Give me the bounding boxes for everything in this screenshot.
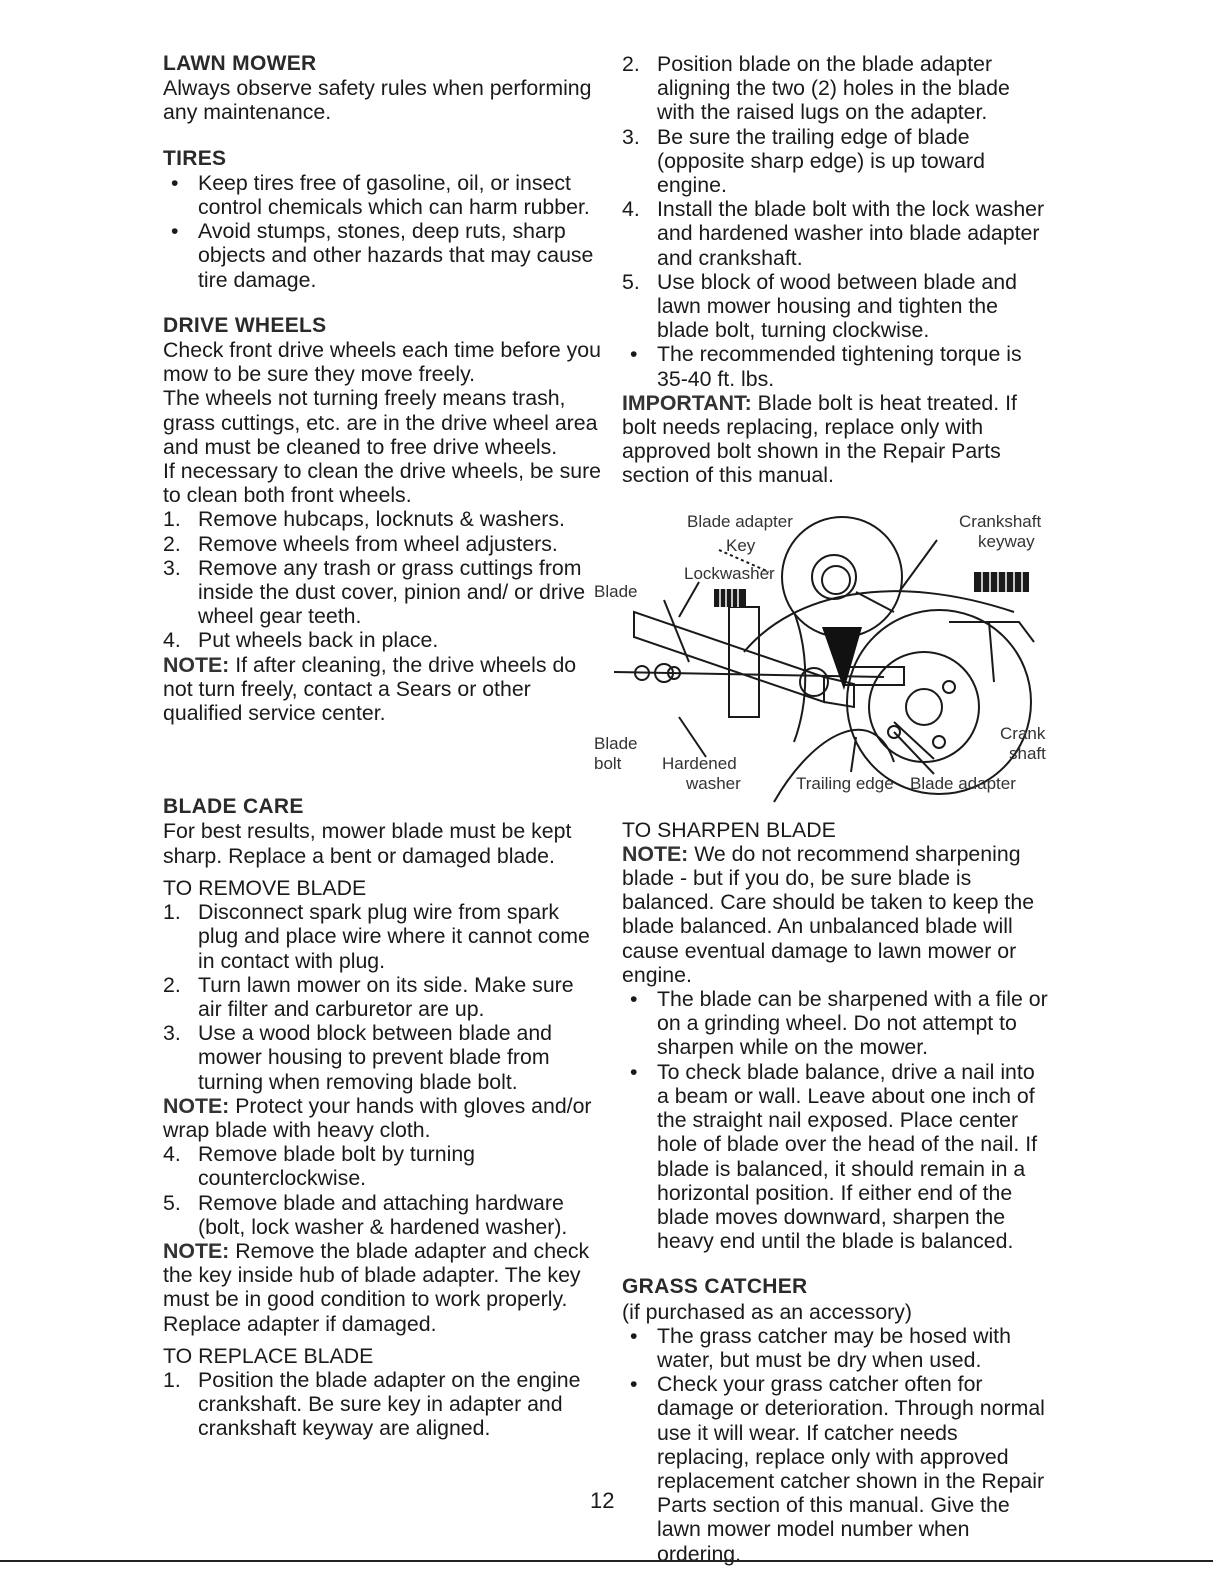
list-item	[163, 532, 603, 556]
label-crankshaft-keyway-line1: Crankshaft	[959, 511, 1042, 531]
label-crankshaft-keyway-line2: keyway	[978, 531, 1035, 551]
list-item: • Avoid stumps, stones, deep ruts, sharp objects and other hazards that may cause tire damage.	[163, 219, 603, 292]
note-label: NOTE:	[622, 841, 689, 866]
label-key: Key	[726, 535, 756, 555]
step-number: 2.	[622, 52, 640, 76]
remove-blade-note-1	[163, 1094, 603, 1142]
label-blade-bolt-line1: Blade	[594, 733, 638, 753]
note-label: NOTE:	[163, 1238, 230, 1263]
list-item	[163, 973, 603, 1021]
replace-blade-steps	[163, 1368, 603, 1441]
bottom-rule	[0, 1560, 1213, 1562]
list-item	[163, 507, 603, 531]
step-number: 2.	[163, 972, 181, 997]
sharpen-list	[622, 987, 1052, 1253]
step-text: Remove blade and attaching hardware (bolt, lock washer & hardened washer).	[198, 1190, 568, 1239]
note-text: We do not recommend sharpening blade - but if you do, be sure blade is balanced. Care should be taken to keep the blade balanced. An unbalanced blade will cause eventual damage to lawn mower or engine.	[622, 841, 1035, 987]
step-number: 3.	[163, 1021, 181, 1046]
remove-blade-note-2	[163, 1239, 603, 1336]
list-item: • Check your grass catcher often for damage or deterioration. Through normal use it will wear. If catcher needs replacing, replace only with approved replacement catcher shown in the Repair Parts section of this manual. Give the lawn mower model number when ordering.	[622, 1372, 1052, 1566]
step-number: 1.	[163, 507, 181, 532]
note-text: Protect your hands with gloves and/or wrap blade with heavy cloth.	[163, 1093, 592, 1142]
important-note	[622, 391, 1052, 488]
drive-wheels-note	[163, 653, 603, 726]
label-blade-adapter-bottom: Blade adapter	[910, 773, 1016, 793]
label-crank-shaft-line2: shaft	[1009, 743, 1046, 763]
label-blade: Blade	[594, 581, 638, 601]
list-item	[163, 1191, 603, 1239]
label-crank-shaft-line1: Crank	[1000, 723, 1046, 743]
note-text: If after cleaning, the drive wheels do not turn freely, contact a Sears or other qualified service center.	[163, 652, 577, 726]
step-text: Be sure the trailing edge of blade (opposite sharp edge) is up toward engine.	[657, 124, 985, 198]
page-number: 12	[590, 1488, 615, 1513]
step-text: Remove blade bolt by turning counterclockwise.	[198, 1142, 476, 1191]
note-label: NOTE:	[163, 652, 230, 677]
remove-blade-steps-b	[163, 1142, 603, 1239]
tires-list	[163, 171, 603, 292]
subheading-replace-blade: TO REPLACE BLADE	[163, 1343, 374, 1368]
drive-wheels-steps	[163, 507, 603, 652]
sharpen-note	[622, 842, 1052, 987]
drive-wheels-p3: If necessary to clean the drive wheels, be sure to clean both front wheels.	[163, 459, 602, 508]
step-text: Position blade on the blade adapter aligning the two (2) holes in the blade with the raised lugs on the adapter.	[657, 52, 1010, 125]
torque-list	[622, 342, 1052, 390]
label-hardened-washer-line1: Hardened	[662, 753, 737, 773]
grass-catcher-subtitle: (if purchased as an accessory)	[622, 1299, 913, 1324]
step-text: Remove hubcaps, locknuts & washers.	[198, 507, 565, 532]
step-number: 1.	[163, 900, 181, 925]
step-text: Remove any trash or grass cuttings from inside the dust cover, pinion and/ or drive wheel gear teeth.	[198, 555, 586, 629]
list-item	[163, 1021, 603, 1094]
subheading-sharpen-blade: TO SHARPEN BLADE	[622, 817, 836, 842]
list-item	[163, 1368, 603, 1441]
step-text: Use a wood block between blade and mower housing to prevent blade from turning when removing blade bolt.	[198, 1021, 553, 1094]
step-number: 3.	[163, 555, 181, 580]
step-text: Disconnect spark plug wire from spark plug and place wire where it cannot come in contact with plug.	[198, 900, 590, 973]
list-item: • The recommended tightening torque is 35-40 ft. lbs.	[622, 342, 1052, 390]
list-item	[163, 556, 603, 629]
note-label: NOTE:	[163, 1093, 230, 1118]
label-blade-bolt-line2: bolt	[594, 753, 622, 773]
important-text: Blade bolt is heat treated. If bolt needs replacing, replace only with approved bolt shown in the Repair Parts section of this manual.	[622, 390, 1017, 488]
drive-wheels-p2: The wheels not turning freely means trash, grass cuttings, etc. are in the drive wheel area and must be cleaned to free drive wheels.	[163, 386, 598, 459]
section-title-blade-care: BLADE CARE	[163, 795, 304, 819]
step-number: 4.	[163, 1142, 181, 1167]
label-trailing-edge: Trailing edge	[796, 773, 894, 793]
note-text: Remove the blade adapter and check the key inside hub of blade adapter. The key must be in good condition to work properly. Replace adapter if damaged.	[163, 1238, 590, 1336]
section-title-grass-catcher: GRASS CATCHER	[622, 1275, 808, 1299]
section-title-tires: TIRES	[163, 146, 227, 170]
subheading-remove-blade: TO REMOVE BLADE	[163, 875, 367, 900]
lawn-mower-text: Always observe safety rules when performing any maintenance.	[163, 76, 592, 125]
left-column	[163, 52, 603, 1441]
list-item	[163, 1142, 603, 1190]
step-text: Put wheels back in place.	[198, 628, 439, 653]
step-number: 2.	[163, 531, 181, 556]
step-number: 5.	[163, 1190, 181, 1215]
list-item	[163, 900, 603, 973]
drive-wheels-p1: Check front drive wheels each time before you mow to be sure they move freely.	[163, 338, 601, 387]
list-item: • To check blade balance, drive a nail into a beam or wall. Leave about one inch of the straight nail exposed. Place center hole of blade over the head of the nail. If blade is balanced, it should remain in a horizontal position. If either end of the blade moves downward, sharpen the heavy end until the blade is balanced.	[622, 1060, 1052, 1254]
list-item	[163, 628, 603, 652]
replace-blade-steps-continued	[622, 52, 1052, 342]
list-item	[622, 197, 1052, 270]
list-item: • The blade can be sharpened with a file or on a grinding wheel. Do not attempt to sharpen while on the mower.	[622, 987, 1052, 1060]
blade-care-text: For best results, mower blade must be kept sharp. Replace a bent or damaged blade.	[163, 819, 572, 868]
step-number: 1.	[163, 1367, 181, 1392]
list-item	[622, 52, 1052, 125]
blade-assembly-diagram	[594, 502, 1044, 818]
section-title-lawn-mower: LAWN MOWER	[163, 52, 317, 75]
step-text: Position the blade adapter on the engine crankshaft. Be sure key in adapter and crankshaft keyway are aligned.	[198, 1367, 581, 1441]
list-item	[622, 125, 1052, 198]
step-text: Use block of wood between blade and lawn mower housing and tighten the blade bolt, turning clockwise.	[657, 269, 1017, 343]
list-item	[622, 270, 1052, 343]
step-text: Remove wheels from wheel adjusters.	[198, 531, 558, 556]
list-item: • Keep tires free of gasoline, oil, or insect control chemicals which can harm rubber.	[163, 171, 603, 219]
step-number: 4.	[622, 197, 640, 222]
step-text: Turn lawn mower on its side. Make sure air filter and carburetor are up.	[198, 972, 574, 1021]
label-blade-adapter-top: Blade adapter	[687, 511, 793, 531]
list-item: • The grass catcher may be hosed with water, but must be dry when used.	[622, 1324, 1052, 1372]
remove-blade-steps-a	[163, 900, 603, 1094]
step-text: Install the blade bolt with the lock washer and hardened washer into blade adapter and crankshaft.	[657, 197, 1045, 270]
step-number: 4.	[163, 628, 181, 653]
section-title-drive-wheels: DRIVE WHEELS	[163, 313, 327, 337]
step-number: 3.	[622, 124, 640, 149]
important-label: IMPORTANT:	[622, 390, 752, 415]
step-number: 5.	[622, 269, 640, 294]
grass-catcher-list	[622, 1324, 1052, 1566]
label-lockwasher: Lockwasher	[684, 563, 775, 583]
label-hardened-washer-line2: washer	[686, 773, 741, 793]
